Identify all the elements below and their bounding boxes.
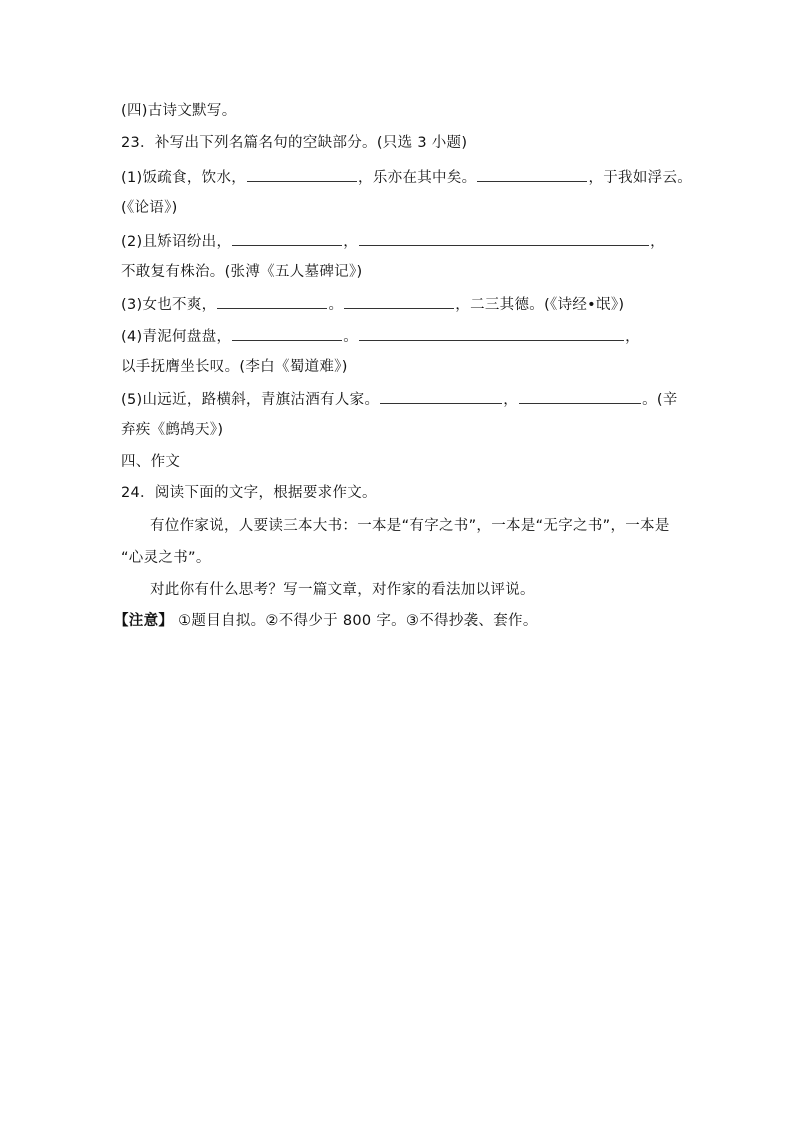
q23-item-1-mid: ，乐亦在其中矣。 [358, 170, 477, 186]
notice-text: ①题目自拟。②不得少于 800 字。③不得抄袭、套作。 [178, 613, 538, 629]
q24-paragraph-2: 对此你有什么思考？写一篇文章，对作家的看法加以评说。 [150, 582, 535, 598]
q23-item-4 [121, 326, 640, 347]
q23-item-2 [121, 231, 665, 252]
answer-blank[interactable] [232, 231, 342, 246]
q23-item-5-lead: (5)山远近，路横斜，青旗沽酒有人家。 [121, 392, 380, 408]
q23-item-3-mid: 。 [328, 297, 344, 313]
answer-blank[interactable] [519, 389, 641, 404]
answer-blank[interactable] [477, 167, 587, 182]
q23-item-4-source: 以手抚膺坐长叹。(李白《蜀道难》) [121, 359, 348, 375]
part-four-title: 四、作文 [121, 454, 181, 470]
q23-item-3 [121, 294, 624, 315]
q24-paragraph-1b: “心灵之书”。 [121, 550, 211, 566]
q24-notice [114, 611, 538, 631]
section-four-title: (四)古诗文默写。 [121, 103, 237, 119]
notice-label: 【注意】 [114, 613, 174, 629]
q23-item-1-source: (《论语》) [121, 200, 178, 216]
question-23-prompt: 23．补写出下列名篇名句的空缺部分。(只选 3 小题) [121, 135, 468, 151]
answer-blank[interactable] [344, 294, 454, 309]
q23-item-2-source: 不敢复有株治。(张溥《五人墓碑记》) [121, 264, 363, 280]
q23-item-4-tail: ， [625, 329, 640, 345]
q23-item-1-lead: (1)饭疏食，饮水， [121, 170, 247, 186]
q23-item-5-source: 弃疾《鹧鸪天》) [121, 422, 224, 438]
q23-item-5-mid: ， [503, 392, 519, 408]
q23-item-5-tail: 。(辛 [642, 392, 678, 408]
answer-blank[interactable] [247, 167, 357, 182]
q23-item-1-tail: ，于我如浮云。 [588, 170, 693, 186]
q23-item-5 [121, 389, 678, 410]
q24-paragraph-1a: 有位作家说，人要读三本大书：一本是“有字之书”，一本是“无字之书”，一本是 [150, 518, 670, 534]
q23-item-3-lead: (3)女也不爽， [121, 297, 217, 313]
q23-item-2-lead: (2)且矫诏纷出， [121, 234, 232, 250]
answer-blank[interactable] [359, 326, 624, 341]
q23-item-3-tail: ，二三其德。(《诗经•氓》) [455, 297, 625, 313]
q23-item-2-tail: ， [650, 234, 665, 250]
answer-blank[interactable] [380, 389, 502, 404]
q23-item-1 [121, 167, 692, 188]
q23-item-2-mid: ， [343, 234, 359, 250]
answer-blank[interactable] [217, 294, 327, 309]
answer-blank[interactable] [359, 231, 649, 246]
q23-item-4-lead: (4)青泥何盘盘， [121, 329, 232, 345]
q23-item-4-mid: 。 [343, 329, 359, 345]
question-24-prompt: 24．阅读下面的文字，根据要求作文。 [121, 485, 377, 501]
answer-blank[interactable] [232, 326, 342, 341]
